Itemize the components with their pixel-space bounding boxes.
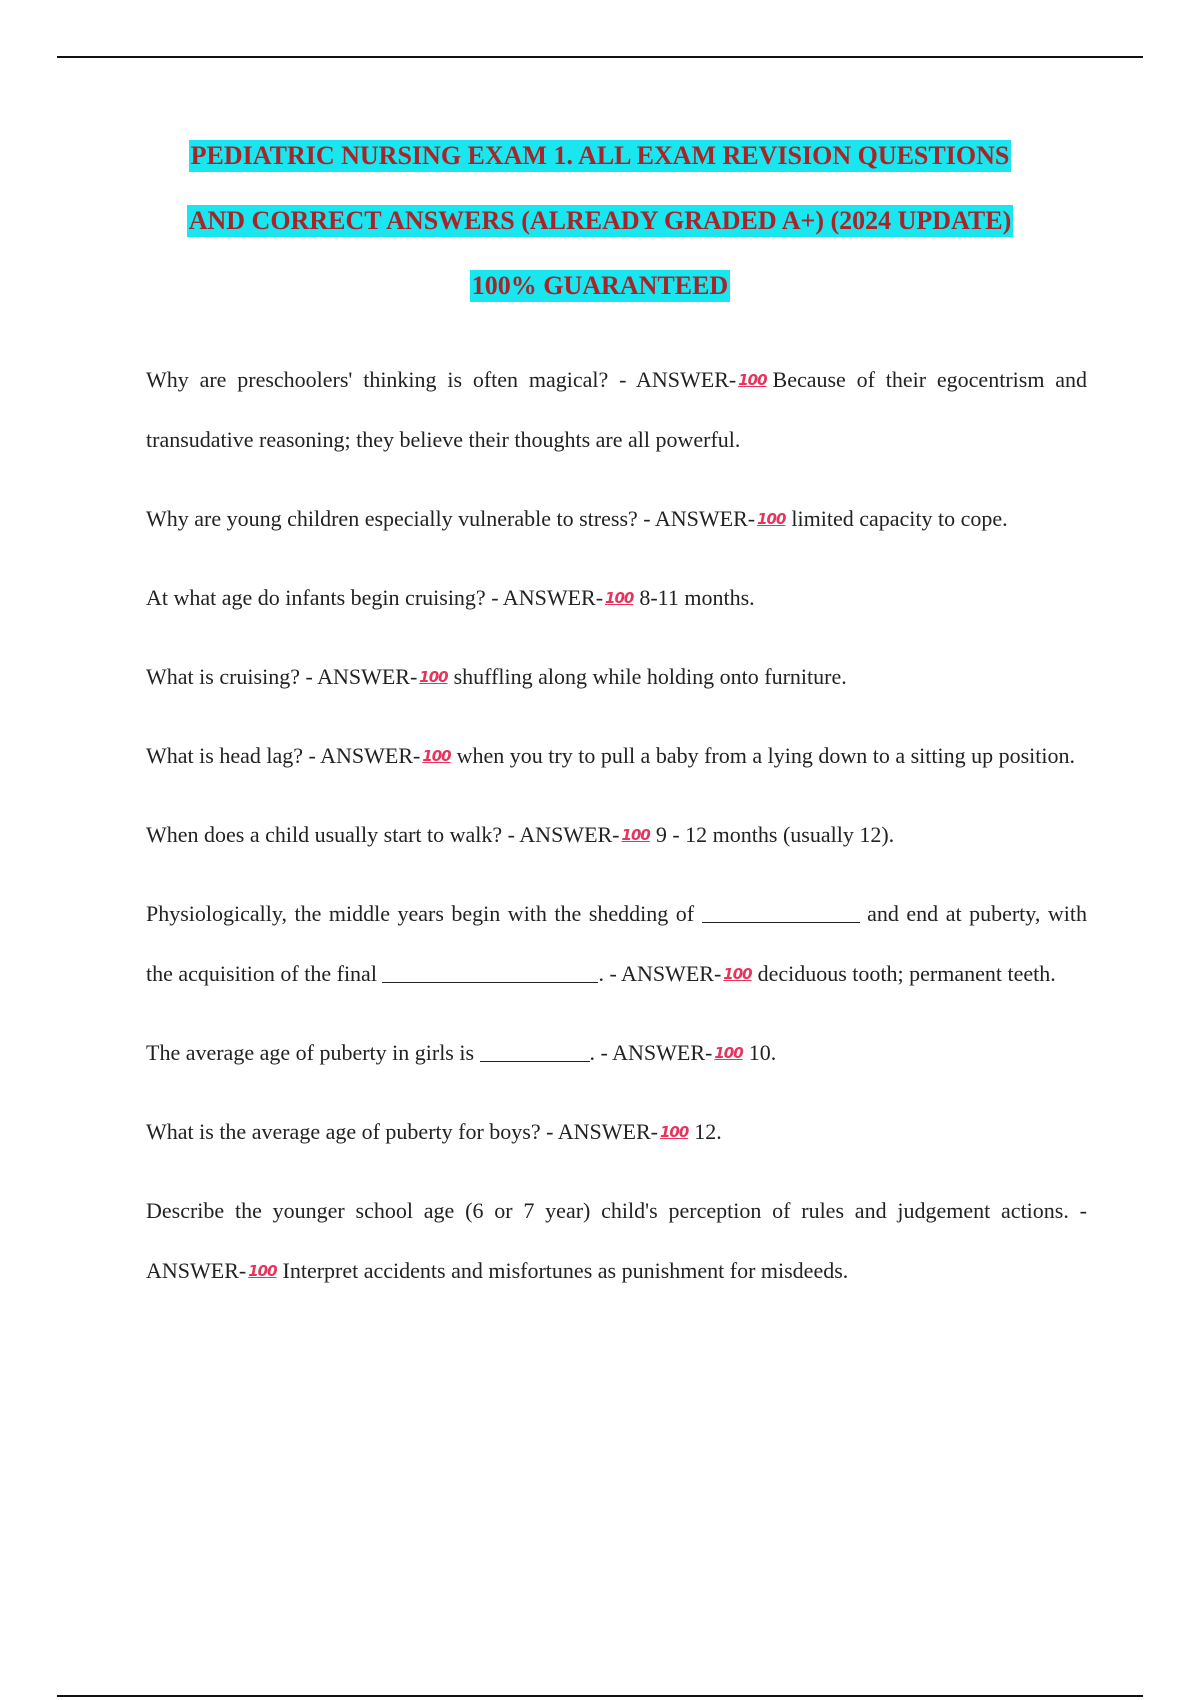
answer: 12.: [694, 1119, 722, 1144]
question-part: Physiologically, the middle years begin with the shedding of: [146, 901, 695, 926]
question-part: . - ANSWER-: [589, 1040, 713, 1065]
qa-item: [146, 805, 1087, 865]
hundred-points-icon: 100: [723, 965, 752, 983]
question: Describe the younger school age (6 or 7 year) child's perception of rules and judgement actions. - ANSWER-: [146, 1198, 1087, 1283]
answer: when you try to pull a baby from a lying down to a sitting up position.: [456, 743, 1076, 768]
question: At what age do infants begin cruising? - ANSWER-: [146, 585, 604, 610]
qa-list: [146, 350, 1087, 1320]
hundred-points-icon: 100: [738, 371, 767, 389]
qa-item: [146, 1023, 1087, 1083]
question: What is head lag? - ANSWER-: [146, 743, 421, 768]
hundred-points-icon: 100: [248, 1262, 277, 1280]
answer: Interpret accidents and misfortunes as punishment for misdeeds.: [282, 1258, 849, 1283]
question: What is cruising? - ANSWER-: [146, 664, 418, 689]
question: Why are preschoolers' thinking is often magical? - ANSWER-: [146, 367, 737, 392]
qa-item: [146, 1102, 1087, 1162]
bottom-rule: [57, 1695, 1143, 1697]
fill-in-blank: [480, 1043, 590, 1062]
qa-item: [146, 647, 1087, 707]
qa-item: [146, 568, 1087, 628]
answer: shuffling along while holding onto furniture.: [453, 664, 847, 689]
hundred-points-icon: 100: [605, 589, 634, 607]
top-rule: [57, 56, 1143, 58]
answer: 9 - 12 months (usually 12).: [655, 822, 895, 847]
answer: 8-11 months.: [639, 585, 755, 610]
title-line-3: 100% GUARANTEED: [471, 271, 729, 300]
qa-item: [146, 350, 1087, 470]
answer: deciduous tooth; permanent teeth.: [757, 961, 1056, 986]
document-title: [0, 140, 1200, 335]
qa-item: [146, 1181, 1087, 1301]
answer: limited capacity to cope.: [791, 506, 1008, 531]
qa-item: [146, 726, 1087, 786]
question: Why are young children especially vulnerable to stress? - ANSWER-: [146, 506, 756, 531]
hundred-points-icon: 100: [714, 1044, 743, 1062]
fill-in-blank: [382, 964, 598, 983]
answer: 10.: [748, 1040, 777, 1065]
hundred-points-icon: 100: [419, 668, 448, 686]
hundred-points-icon: 100: [621, 826, 650, 844]
hundred-points-icon: 100: [422, 747, 451, 765]
question-part: The average age of puberty in girls is: [146, 1040, 475, 1065]
hundred-points-icon: 100: [659, 1123, 689, 1141]
answer: Because of their egocentrism and transudative reasoning; they believe their thoughts are all powerful.: [146, 367, 1088, 452]
qa-item: [146, 489, 1087, 549]
question-part: . - ANSWER-: [598, 961, 722, 986]
title-line-2: AND CORRECT ANSWERS (ALREADY GRADED A+) (2024 UPDATE): [188, 206, 1012, 235]
hundred-points-icon: 100: [757, 510, 786, 528]
title-line-1: PEDIATRIC NURSING EXAM 1. ALL EXAM REVISION QUESTIONS: [190, 141, 1010, 170]
qa-item: [146, 884, 1087, 1004]
fill-in-blank: [702, 904, 860, 923]
question: When does a child usually start to walk? - ANSWER-: [146, 822, 620, 847]
question-part: and end at puberty, with the acquisition of the final: [146, 901, 1087, 986]
question: What is the average age of puberty for boys? - ANSWER-: [146, 1119, 658, 1144]
